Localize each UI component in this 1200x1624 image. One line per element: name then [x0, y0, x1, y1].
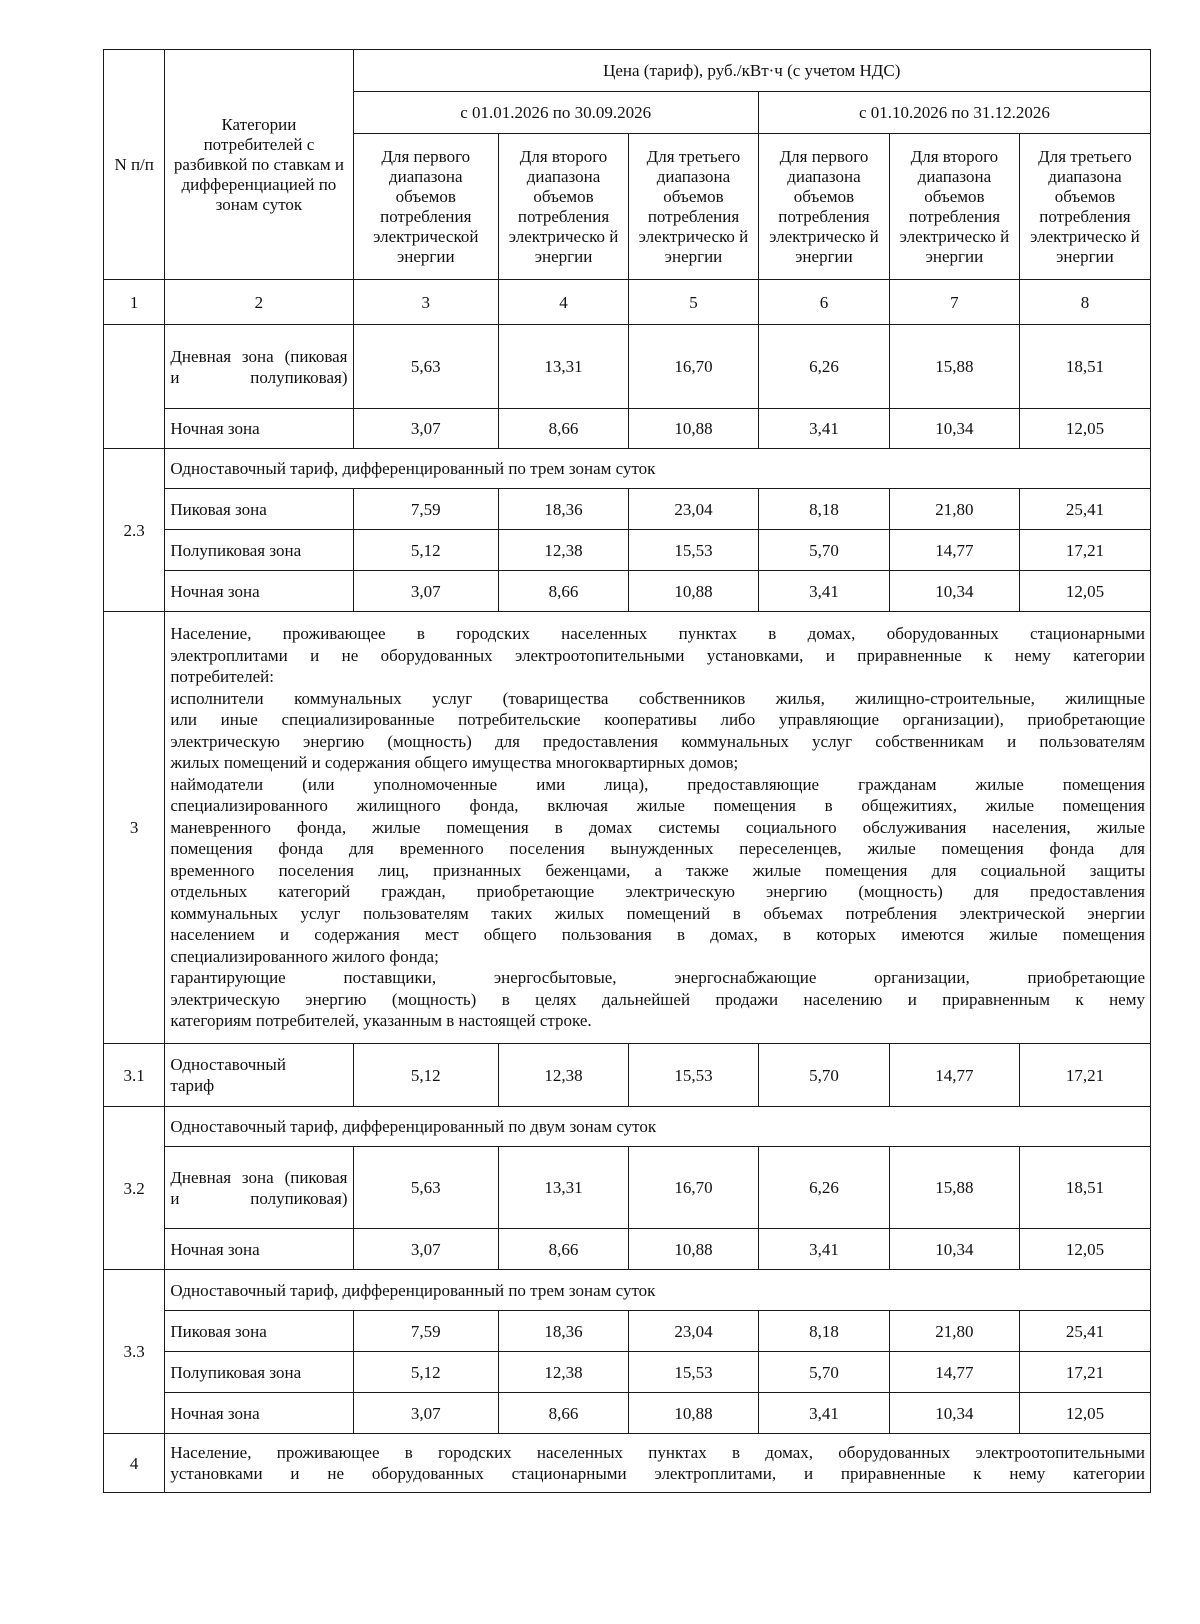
cell-value: 18,36 — [499, 1311, 629, 1352]
cell-value: 8,18 — [758, 489, 889, 530]
cell-value: 7,59 — [353, 489, 499, 530]
cell-value: 6,26 — [758, 1147, 889, 1229]
row-label: Полупиковая зона — [165, 1352, 353, 1393]
table-row — [104, 530, 1151, 571]
colnum: 5 — [629, 280, 759, 325]
row-num: 3 — [104, 612, 165, 1044]
cell-value: 18,51 — [1019, 1147, 1150, 1229]
row-label: Ночная зона — [165, 1393, 353, 1434]
cell-value: 12,38 — [499, 1044, 629, 1107]
cell-value: 3,41 — [758, 571, 889, 612]
cell-value: 21,80 — [889, 489, 1019, 530]
text-line: маневренного фонда, жилые помещения в домах системы социального обслуживания населения, жилые — [170, 817, 1145, 837]
cell-value: 17,21 — [1019, 1044, 1150, 1107]
row-label: Ночная зона — [165, 571, 353, 612]
text-line: электрическую энергию (мощность) для предоставления коммунальных услуг собственникам и пользователям — [170, 731, 1145, 751]
tariff-table — [103, 49, 1151, 1493]
cell-value: 21,80 — [889, 1311, 1019, 1352]
table-row — [104, 325, 1151, 409]
cell-value: 8,66 — [499, 1393, 629, 1434]
text-line: категориям потребителей, указанным в настоящей строке. — [170, 1011, 592, 1031]
cell-value: 8,66 — [499, 1229, 629, 1270]
cell-value: 5,70 — [758, 1352, 889, 1393]
row-label: Одноставочный тариф — [165, 1044, 353, 1107]
cell-value: 18,36 — [499, 489, 629, 530]
text-line: исполнители коммунальных услуг (товарищества собственников жилья, жилищно-строительные, жилищные — [170, 688, 1145, 708]
cell-value: 13,31 — [499, 325, 629, 409]
cell-value: 10,34 — [889, 409, 1019, 449]
row-label: Ночная зона — [165, 1229, 353, 1270]
cell-value: 15,88 — [889, 325, 1019, 409]
colnum: 3 — [353, 280, 499, 325]
text-line: потребителей: — [170, 667, 274, 687]
cell-value: 10,88 — [629, 571, 759, 612]
header-period-2: с 01.10.2026 по 31.12.2026 — [758, 92, 1150, 134]
row-num-empty — [104, 325, 165, 449]
header-range-3: Для третьего диапазона объемов потребления электрическо й энергии — [629, 134, 759, 280]
table-row — [104, 571, 1151, 612]
text-line: отдельных категорий граждан, приобретающие электрическую энергию (мощность) для предоставления — [170, 882, 1145, 902]
row-label: Ночная зона — [165, 409, 353, 449]
table-row — [104, 1044, 1151, 1107]
cell-value: 5,63 — [353, 325, 499, 409]
header-period-1: с 01.01.2026 по 30.09.2026 — [353, 92, 758, 134]
row-label: Пиковая зона — [165, 489, 353, 530]
colnum: 1 — [104, 280, 165, 325]
cell-value: 3,41 — [758, 409, 889, 449]
text-line: специализированного жилого фонда; — [170, 946, 439, 966]
cell-value: 18,51 — [1019, 325, 1150, 409]
cell-value: 13,31 — [499, 1147, 629, 1229]
cell-value: 12,05 — [1019, 1393, 1150, 1434]
cell-value: 25,41 — [1019, 489, 1150, 530]
cell-value: 5,12 — [353, 1352, 499, 1393]
cell-value: 7,59 — [353, 1311, 499, 1352]
table-row — [104, 1107, 1151, 1147]
text-line: коммунальных услуг пользователям таких жилых помещений в объемах потребления электрической энергии — [170, 903, 1145, 923]
colnum: 4 — [499, 280, 629, 325]
table-row — [104, 489, 1151, 530]
cell-value: 5,70 — [758, 530, 889, 571]
header-range-1: Для первого диапазона объемов потребления электрической энергии — [353, 134, 499, 280]
cell-value: 17,21 — [1019, 1352, 1150, 1393]
row-num: 2.3 — [104, 449, 165, 612]
table-row — [104, 449, 1151, 489]
row-num: 3.1 — [104, 1044, 165, 1107]
cell-value: 15,53 — [629, 530, 759, 571]
text-line: жилых помещений и содержания общего имущества многоквартирных домов; — [170, 753, 739, 773]
colnum: 7 — [889, 280, 1019, 325]
cell-value: 16,70 — [629, 325, 759, 409]
table-row — [104, 1393, 1151, 1434]
cell-value: 10,34 — [889, 571, 1019, 612]
text-line: наймодатели (или уполномоченные ими лица), предоставляющие гражданам жилые помещения — [170, 774, 1145, 794]
row-label: Пиковая зона — [165, 1311, 353, 1352]
cell-value: 5,12 — [353, 530, 499, 571]
cell-value: 3,07 — [353, 571, 499, 612]
colnum: 6 — [758, 280, 889, 325]
header-price-title: Цена (тариф), руб./кВт·ч (с учетом НДС) — [353, 50, 1151, 92]
text-line: временного поселения лиц, признанных беженцами, а также жилые помещения для социальной защиты — [170, 860, 1145, 880]
cell-value: 12,05 — [1019, 1229, 1150, 1270]
header-num: N п/п — [104, 50, 165, 280]
cell-value: 23,04 — [629, 1311, 759, 1352]
header-range-2b: Для второго диапазона объемов потребления электрическо й энергии — [889, 134, 1019, 280]
row-num: 3.2 — [104, 1107, 165, 1270]
text-line: гарантирующие поставщики, энергосбытовые, энергоснабжающие организации, приобретающие — [170, 968, 1145, 988]
table-row — [104, 1311, 1151, 1352]
colnum: 2 — [165, 280, 353, 325]
cell-value: 6,26 — [758, 325, 889, 409]
cell-value: 5,63 — [353, 1147, 499, 1229]
cell-value: 8,18 — [758, 1311, 889, 1352]
cell-value: 3,07 — [353, 1229, 499, 1270]
cell-value: 12,38 — [499, 1352, 629, 1393]
row-num: 4 — [104, 1434, 165, 1493]
table-row — [104, 1270, 1151, 1311]
cell-value: 23,04 — [629, 489, 759, 530]
section-title: Одноставочный тариф, дифференцированный по трем зонам суток — [165, 449, 1151, 489]
header-range-2: Для второго диапазона объемов потребления электрическо й энергии — [499, 134, 629, 280]
cell-value: 12,38 — [499, 530, 629, 571]
text-line: помещения фонда для временного поселения вынужденных переселенцев, жилые помещения фонда для — [170, 839, 1145, 859]
cell-value: 10,88 — [629, 1229, 759, 1270]
cell-value: 14,77 — [889, 1044, 1019, 1107]
cell-value: 17,21 — [1019, 530, 1150, 571]
section-description — [165, 612, 1151, 1044]
column-number-row — [104, 280, 1151, 325]
header-range-1b: Для первого диапазона объемов потребления электрическо й энергии — [758, 134, 889, 280]
cell-value: 15,88 — [889, 1147, 1019, 1229]
table-row — [104, 1229, 1151, 1270]
text-line: Население, проживающее в городских населенных пунктах в домах, оборудованных стационарными — [170, 624, 1145, 644]
text-line: установками и не оборудованных стационарными электроплитами, и приравненные к нему категории — [170, 1464, 1145, 1483]
cell-value: 8,66 — [499, 409, 629, 449]
cell-value: 3,41 — [758, 1229, 889, 1270]
cell-value: 3,41 — [758, 1393, 889, 1434]
cell-value: 3,07 — [353, 1393, 499, 1434]
cell-value: 10,34 — [889, 1229, 1019, 1270]
cell-value: 5,12 — [353, 1044, 499, 1107]
cell-value: 14,77 — [889, 530, 1019, 571]
cell-value: 10,34 — [889, 1393, 1019, 1434]
text-line: электрическую энергию (мощность) в целях дальнейшей продажи населению и приравненным к нему — [170, 989, 1145, 1009]
row-label: Дневная зона (пиковая и полупиковая) — [165, 1147, 353, 1229]
cell-value: 25,41 — [1019, 1311, 1150, 1352]
cell-value: 14,77 — [889, 1352, 1019, 1393]
section-title: Одноставочный тариф, дифференцированный по двум зонам суток — [165, 1107, 1151, 1147]
text-line: населением и содержания мест общего пользования в домах, в которых имеются жилые помещения — [170, 925, 1145, 945]
row-num: 3.3 — [104, 1270, 165, 1434]
section-title: Одноставочный тариф, дифференцированный по трем зонам суток — [165, 1270, 1151, 1311]
cell-value: 12,05 — [1019, 409, 1150, 449]
colnum: 8 — [1019, 280, 1150, 325]
text-line: специализированного жилищного фонда, включая жилые помещения в общежитиях, жилые помещения — [170, 796, 1145, 816]
header-range-3b: Для третьего диапазона объемов потребления электрическо й энергии — [1019, 134, 1150, 280]
table-row — [104, 1147, 1151, 1229]
cell-value: 5,70 — [758, 1044, 889, 1107]
text-line: электроплитами и не оборудованных электроотопительными установками, и приравненные к нему категории — [170, 645, 1145, 665]
cell-value: 10,88 — [629, 409, 759, 449]
table-row — [104, 1434, 1151, 1493]
section-description — [165, 1434, 1151, 1493]
table-row — [104, 612, 1151, 1044]
text-line: или иные специализированные потребительские кооперативы либо управляющие организации), приобретающие — [170, 710, 1145, 730]
cell-value: 3,07 — [353, 409, 499, 449]
cell-value: 12,05 — [1019, 571, 1150, 612]
row-label: Дневная зона (пиковая и полупиковая) — [165, 325, 353, 409]
header-category: Категории потребителей с разбивкой по ставкам и дифференциацией по зонам суток — [165, 50, 353, 280]
text-line: Население, проживающее в городских населенных пунктах в домах, оборудованных электроотопительными — [170, 1442, 1145, 1462]
table-row — [104, 409, 1151, 449]
row-label: Полупиковая зона — [165, 530, 353, 571]
cell-value: 10,88 — [629, 1393, 759, 1434]
cell-value: 15,53 — [629, 1044, 759, 1107]
cell-value: 8,66 — [499, 571, 629, 612]
table-row — [104, 1352, 1151, 1393]
cell-value: 15,53 — [629, 1352, 759, 1393]
cell-value: 16,70 — [629, 1147, 759, 1229]
